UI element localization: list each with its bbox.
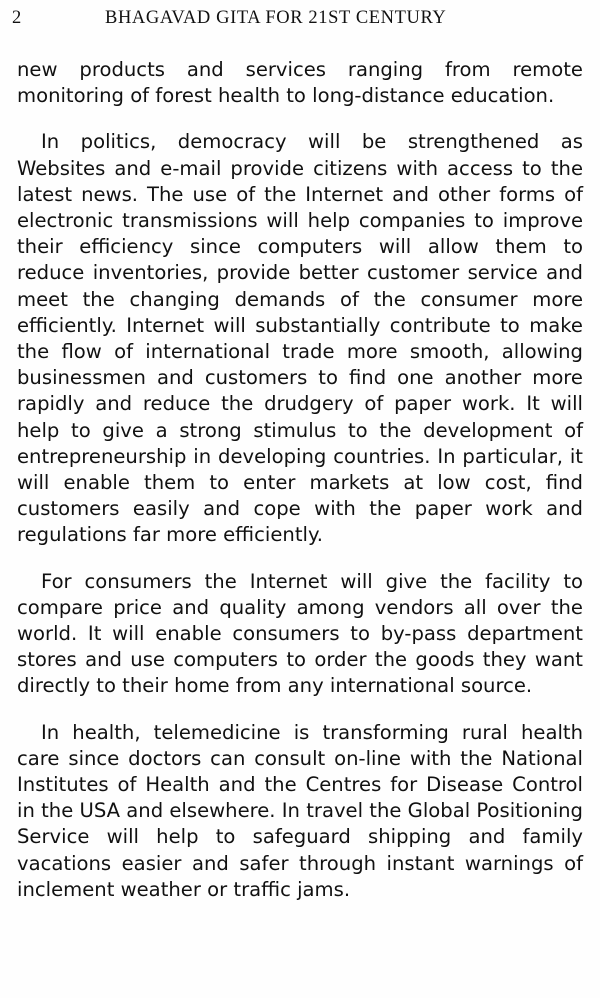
- paragraph-consumers: For consumers the Internet will give the facility to compare price and quality among vendors all over the world. It will enable consumers to by-pass department stores and use computers to order the goods they want directly to their home from any international source.: [17, 569, 583, 698]
- page-number: 2: [12, 8, 22, 28]
- running-title: BHAGAVAD GITA FOR 21ST CENTURY: [105, 8, 447, 28]
- paragraph-continuation: new products and services ranging from remote monitoring of forest health to long-distance education.: [17, 58, 583, 108]
- paragraph-politics: In politics, democracy will be strengthened as Websites and e-mail provide citizens with access to the latest news. The use of the Internet and other forms of electronic transmissions will help companies to improve their efficiency since computers will allow them to reduce inventories, provide better customer service and meet the changing demands of the consumer more efficiently. Internet will substantially contribute to make the flow of international trade more smooth, allowing businessmen and customers to find one another more rapidly and reduce the drudgery of paper work. It will help to give a strong stimulus to the development of entrepreneurship in developing countries. In particular, it will enable them to enter markets at low cost, find customers easily and cope with the paper work and regulations far more efficiently.: [17, 130, 583, 547]
- page-header: [10, 8, 590, 32]
- body-text: [17, 57, 583, 903]
- paragraph-health: In health, telemedicine is transforming rural health care since doctors can consult on-line with the National Institutes of Health and the Centres for Disease Control in the USA and elsewhere. In travel the Global Positioning Service will help to safeguard shipping and family vacations easier and safer through instant warnings of inclement weather or traffic jams.: [17, 720, 583, 901]
